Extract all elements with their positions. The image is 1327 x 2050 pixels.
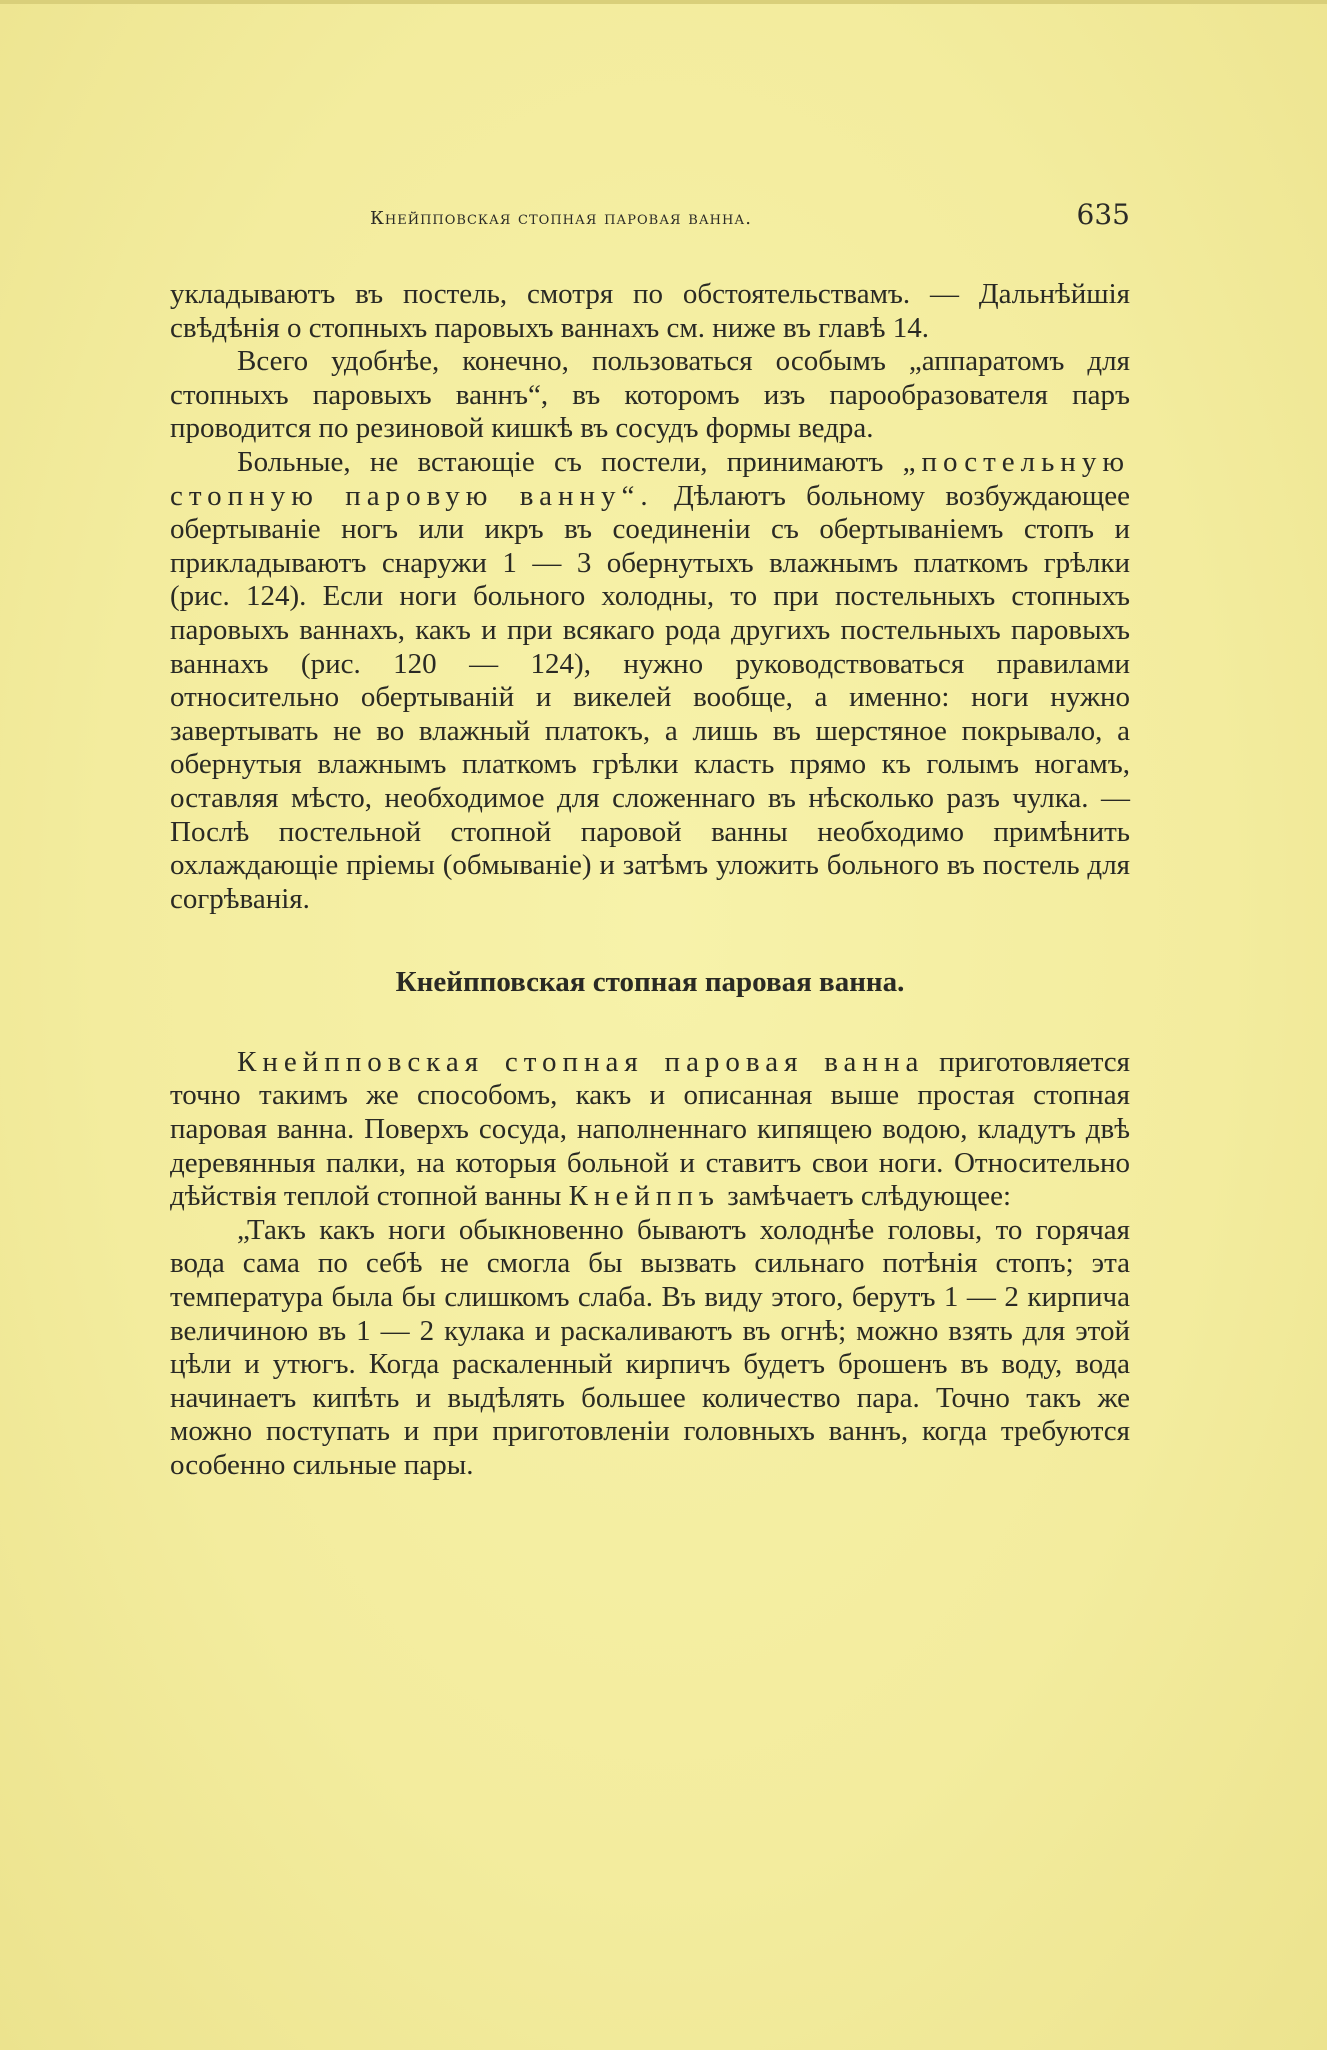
paragraph-4 [170,1046,1130,1214]
running-head [170,198,1130,238]
paragraph-3-rest: Дѣлаютъ больному возбуждающее обертываніе ногъ или икръ въ соединеніи съ обертываніемъ стопъ и прикладываютъ снаружи 1 — 3 обернутыхъ влажнымъ платкомъ грѣлки (рис. 124). Если ноги больного холодны, то при постельныхъ стопныхъ паровыхъ ваннахъ, какъ и при всякаго рода другихъ постельныхъ паровыхъ ваннахъ (рис. 120 — 124), нужно руководствоваться правилами относительно обертываній и викелей вообще, а именно: ноги нужно завертывать не во влажный платокъ, а лишь въ шерстяное покрывало, а обернутыя влажнымъ платкомъ грѣлки класть прямо къ голымъ ногамъ, оставляя мѣсто, необходимое для сложеннаго въ нѣсколько разъ чулка. — Послѣ постельной стопной паровой ванны необходимо примѣнить охлаждающіе пріемы (обмываніе) и затѣмъ уложить больного въ постель для согрѣванія. [170,479,1131,915]
section-heading: Кнейпповская стопная паровая ванна. [395,966,905,999]
paragraph-2: Всего удобнѣе, конечно, пользоваться особымъ „аппаратомъ для стопныхъ паровыхъ ваннъ“, въ которомъ изъ парообразователя паръ проводится по резиновой кишкѣ въ сосудъ формы ведра. [170,345,1130,445]
paragraph-3-spaced-term: „постельную стопную паровую ванну“. [170,445,1130,512]
paragraph-4-rest: приготовляется точно такимъ же способомъ, какъ и описанная выше простая стопная паровая ванна. Поверхъ сосуда, наполненнаго кипящею водою, кладутъ двѣ деревянныя палки, на которыя больной и ставитъ свои ноги. Относительно дѣйствія теплой стопной ванны [170,1045,1130,1213]
paragraph-4-name: Кнейппъ [568,1180,720,1213]
paragraph-5-quote: „Такъ какъ ноги обыкновенно бываютъ холоднѣе головы, то горячая вода сама по себѣ не смогла бы вызвать сильнаго потѣнія стопъ; эта температура была бы слишкомъ слаба. Въ виду этого, берутъ 1 — 2 кирпича величиною въ 1 — 2 кулака и раскаливаютъ въ огнѣ; можно взять для этой цѣли и утюгъ. Когда раскаленный кирпичъ будетъ брошенъ въ воду, вода начинаетъ кипѣть и выдѣлять большее количество пара. Точно такъ же можно поступать и при приготовленіи головныхъ ваннъ, когда требуются особенно сильные пары. [170,1213,1130,1481]
paragraph-1: укладываютъ въ постель, смотря по обстоятельствамъ. — Дальнѣйшія свѣдѣнія о стопныхъ паровыхъ ваннахъ см. ниже въ главѣ 14. [170,278,1130,344]
paragraph-4-spaced-term: Кнейпповская стопная паровая ванна [237,1045,925,1078]
paragraph-3-start: Больные, не встающіе съ постели, принимаютъ [237,445,903,478]
page-top-edge [0,0,1327,4]
paragraph-4-end: замѣчаетъ слѣдующее: [719,1180,1011,1213]
running-title: Кнейпповская стопная паровая ванна. [370,208,752,229]
body-text [170,278,1130,1483]
page-number: 635 [1076,198,1130,231]
paragraph-3 [170,446,1130,916]
